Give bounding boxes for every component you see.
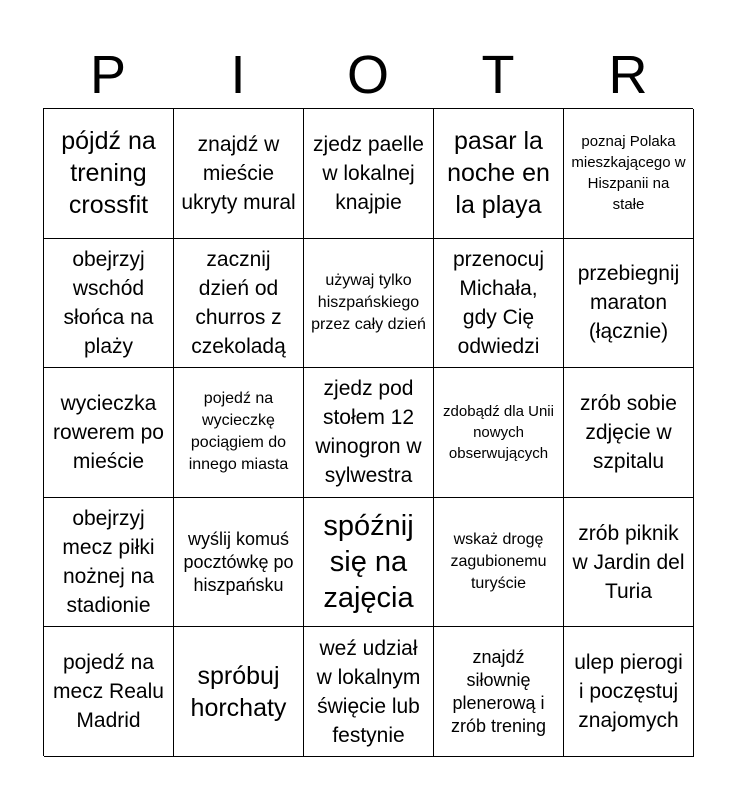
cell-text: wycieczka rowerem po mieście: [53, 391, 164, 473]
cell-text: używaj tylko hiszpańskiego przez cały dzień: [311, 271, 426, 333]
cell-text: weź udział w lokalnym święcie lub festynie: [316, 636, 421, 747]
bingo-cell[interactable]: [304, 498, 434, 628]
bingo-cell[interactable]: [174, 368, 304, 498]
cell-text: zrób piknik w Jardin del Turia: [572, 521, 685, 603]
bingo-cell[interactable]: [434, 498, 564, 628]
cell-text: spóźnij się na zajęcia: [323, 510, 414, 615]
cell-text: zjedz pod stołem 12 winogron w sylwestra: [315, 377, 422, 488]
bingo-cell[interactable]: [564, 239, 694, 369]
cell-text: pojedź na wycieczkę pociągiem do innego miasta: [188, 390, 289, 474]
bingo-cell[interactable]: [564, 368, 694, 498]
bingo-cell[interactable]: [564, 109, 694, 239]
cell-text: pasar la noche en la playa: [447, 127, 550, 220]
cell-text: zdobądź dla Unii nowych obserwujących: [443, 402, 554, 462]
cell-text: pojedź na mecz Realu Madrid: [53, 651, 164, 733]
bingo-grid: [43, 108, 693, 756]
cell-text: wskaż drogę zagubionemu turyście: [450, 531, 547, 593]
header-letter-i: I: [230, 45, 246, 105]
cell-text: przenocuj Michała, gdy Cię odwiedzi: [452, 247, 545, 358]
header-letter-r: R: [608, 45, 648, 105]
bingo-cell[interactable]: [304, 368, 434, 498]
bingo-cell[interactable]: [304, 239, 434, 369]
bingo-cell[interactable]: [44, 498, 174, 628]
bingo-cell[interactable]: [304, 109, 434, 239]
bingo-cell[interactable]: [44, 627, 174, 757]
bingo-cell[interactable]: [434, 627, 564, 757]
cell-text: pójdź na trening crossfit: [61, 127, 156, 220]
bingo-cell[interactable]: [44, 109, 174, 239]
bingo-cell[interactable]: [174, 627, 304, 757]
cell-text: znajdź siłownię plenerową i zrób trening: [450, 646, 547, 736]
bingo-cell[interactable]: [434, 109, 564, 239]
header-letter-o: O: [346, 45, 389, 105]
bingo-cell[interactable]: [174, 109, 304, 239]
cell-text: spróbuj horchaty: [190, 661, 287, 722]
cell-text: przebiegnij maraton (łącznie): [577, 262, 680, 344]
bingo-cell[interactable]: [304, 627, 434, 757]
header-letter-t: T: [481, 45, 515, 105]
bingo-header: [43, 42, 693, 108]
bingo-cell[interactable]: [44, 239, 174, 369]
bingo-cell[interactable]: [44, 368, 174, 498]
bingo-cell[interactable]: [174, 239, 304, 369]
bingo-cell[interactable]: [434, 368, 564, 498]
cell-text: znajdź w mieście ukryty mural: [181, 132, 296, 214]
cell-text: zjedz paelle w lokalnej knajpie: [313, 132, 424, 214]
bingo-cell[interactable]: [434, 239, 564, 369]
bingo-cell[interactable]: [564, 498, 694, 628]
cell-text: zrób sobie zdjęcie w szpitalu: [580, 391, 677, 473]
cell-text: zacznij dzień od churros z czekoladą: [191, 247, 286, 358]
bingo-cell[interactable]: [564, 627, 694, 757]
cell-text: wyślij komuś pocztówkę po hiszpańsku: [183, 528, 294, 595]
cell-text: poznaj Polaka mieszkającego w Hiszpanii na stałe: [571, 133, 686, 214]
bingo-cell[interactable]: [174, 498, 304, 628]
cell-text: obejrzyj wschód słońca na plaży: [63, 247, 154, 358]
cell-text: ulep pierogi i poczęstuj znajomych: [574, 651, 683, 733]
header-letter-p: P: [89, 45, 127, 105]
cell-text: obejrzyj mecz piłki nożnej na stadionie: [62, 507, 155, 618]
